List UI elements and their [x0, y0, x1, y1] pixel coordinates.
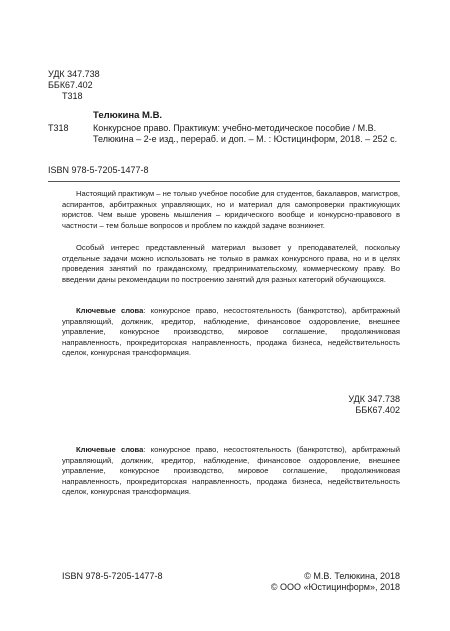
udk-code-mid: УДК 347.738 [348, 394, 400, 404]
divider-top [48, 181, 400, 182]
udk-code-top: УДК 347.738 [48, 69, 100, 79]
isbn-bottom: ISBN 978-5-7205-1477-8 [62, 571, 163, 581]
copyright-author: © М.В. Телюкина, 2018 [304, 571, 400, 581]
bib-line-1: Конкурсное право. Практикум: учебно-методическое пособие / М.В. [93, 123, 377, 133]
copyright-publisher: © ООО «Юстицинформ», 2018 [270, 582, 400, 592]
keywords-label-2: Ключевые слова [76, 445, 144, 454]
keywords-block-1 [62, 306, 400, 359]
abstract-paragraph-2: Особый интерес представленный материал вызовет у преподавателей, поскольку отдельные задачи можно использовать не только в рамках конкурсного права, но и в целях проведения занятий по гражданскому, предпринимательскому, коммерческому праву. Во введении даны рекомендации по построению занятий для разных категорий обучающихся. [62, 243, 400, 284]
keywords-text-2: : конкурсное право, несостоятельность (банкротство), арбитражный управляющий, должник, кредитор, наблюдение, финансовое оздоровление, внешнее управление, конкурсное производство, мировое соглашение, продолжниковая направленность, прокредиторская направленность, продажа бизнеса, недействительность сделок, конкурсная трансформация. [62, 445, 400, 497]
bbk-code-top: ББК67.402 [48, 80, 93, 90]
bib-line-2: Телюкина – 2-е изд., перераб. и доп. – М. : Юстицинформ, 2018. – 252 с. [93, 134, 398, 144]
bbk-code-mid: ББК67.402 [355, 405, 400, 415]
bib-author-code: Т318 [48, 123, 69, 133]
keywords-label-1: Ключевые слова [76, 306, 144, 315]
keywords-text-1: : конкурсное право, несостоятельность (банкротство), арбитражный управляющий, должник, кредитор, наблюдение, финансовое оздоровление, внешнее управление, конкурсное производство, мировое соглашение, продолжниковая направленность, прокредиторская направленность, продажа бизнеса, недействительность сделок, конкурсная трансформация. [62, 306, 400, 358]
abstract-paragraph-1: Настоящий практикум – не только учебное пособие для студентов, бакалавров, магистров, аспирантов, арбитражных управляющих, но и материал для самопроверки практикующих юристов. Чем выше уровень мышления – юридического вообще и конкурсно-правового в частности – тем больше вопросов и проблем по каждой задаче возникнет. [62, 189, 400, 230]
author-name: Телюкина М.В. [93, 110, 163, 121]
isbn-top: ISBN 978-5-7205-1477-8 [48, 165, 149, 175]
keywords-block-2 [62, 445, 400, 498]
author-code-top: Т318 [62, 91, 83, 101]
